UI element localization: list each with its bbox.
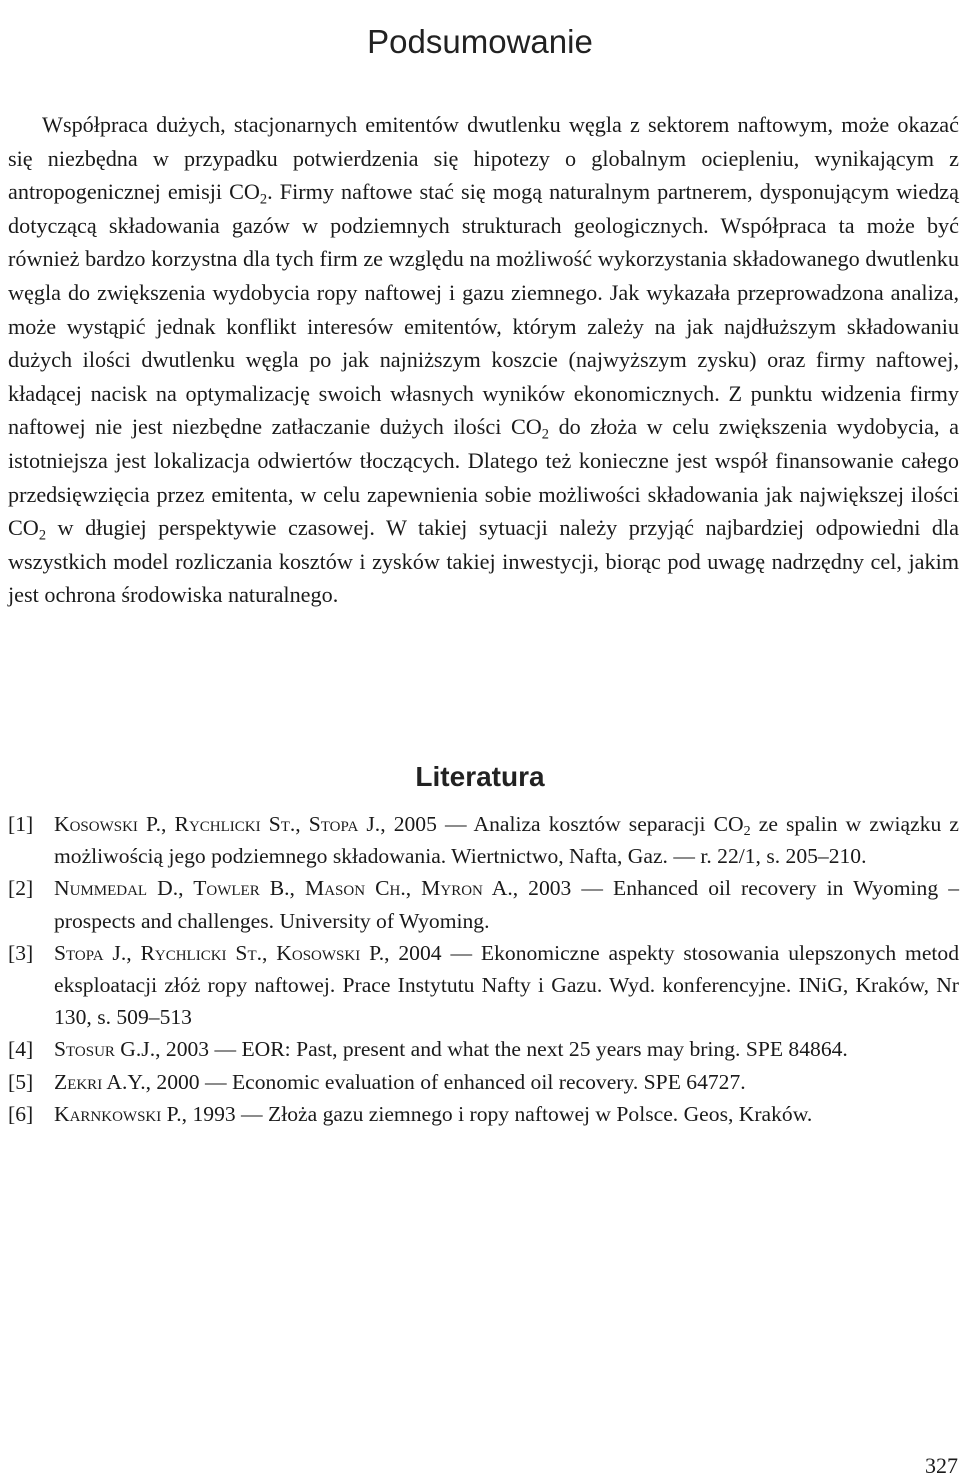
subscript-2: 2 (38, 527, 47, 544)
reference-authors: Karnkowski P. (54, 1101, 182, 1126)
reference-text: , 2003 — Enhanced oil recovery in Wyoming – prospects and challenges. University of Wyoming. (54, 876, 959, 933)
reference-number: [3] (8, 940, 34, 965)
reference-authors: Nummedal D., Towler B., Mason Ch., Myron A. (54, 876, 513, 901)
reference-text: , 2003 — EOR: Past, present and what the next 25 years may bring. SPE 84864. (155, 1037, 848, 1062)
reference-item (8, 1066, 959, 1098)
page-title: Podsumowanie (367, 23, 593, 61)
reference-authors: Stosur G.J. (54, 1037, 156, 1062)
subscript-2: 2 (541, 426, 550, 443)
reference-number: [2] (8, 876, 34, 901)
summary-text-4: w długiej perspektywie czasowej. W takiej sytuacji należy przyjąć najbardziej odpowiedni dla wszystkich model rozliczania kosztów i zysków takiej inwestycji, biorąc pod uwagę nadrzędny cel, jakim jest ochrona środowiska naturalnego. (8, 515, 959, 608)
reference-text: , 2004 — Ekonomiczne aspekty stosowania ulepszonych metod eksploatacji złóż ropy naftowej. Prace Instytutu Nafty i Gazu. Wyd. konferencyjne. INiG, Kraków, Nr 130, s. 509–513 (54, 940, 959, 1030)
reference-text: , 1993 — Złoża gazu ziemnego i ropy naftowej w Polsce. Geos, Kraków. (181, 1101, 813, 1126)
summary-text-2: . Firmy naftowe stać się mogą naturalnym partnerem, dysponującym wiedzą dotyczącą składowania gazów w podziemnych strukturach geologicznych. Współpraca ta może być również bardzo korzystna dla tych firm ze względu na możliwość wykorzystania składowanego dwutlenku węgla do zwiększenia wydobycia ropy naftowej i gazu ziemnego. Jak wykazała przeprowadzona analiza, może wystąpić jednak konflikt interesów emitentów, którym zależy na jak najdłuższym składowaniu dużych ilości dwutlenku węgla po jak najniższym koszcie (najwyższym zysku) oraz firmy naftowej, kładącej nacisk na optymalizację swoich własnych wyników ekonomicznych. Z punktu widzenia firmy naftowej nie jest niezbędne zatłaczanie dużych ilości CO (8, 179, 959, 440)
reference-number: [6] (8, 1101, 34, 1126)
reference-item (8, 937, 959, 1034)
page-number: 327 (925, 1453, 958, 1478)
subscript-2: 2 (259, 191, 268, 208)
reference-authors: Stopa J., Rychlicki St., Kosowski P. (54, 940, 385, 965)
reference-number: [4] (8, 1037, 34, 1062)
reference-authors: Kosowski P., Rychlicki St., Stopa J. (54, 812, 381, 836)
reference-text-cont: ze spalin w związku z możliwością jego podziemnego składowania. Wiertnictwo, Nafta, Gaz. — r. 22/1, s. 205–210. (54, 812, 959, 869)
reference-list (8, 808, 959, 1130)
reference-item (8, 1033, 959, 1065)
summary-text-1: Współpraca dużych, stacjonarnych emitentów dwutlenku węgla z sektorem naftowym, może okazać się niezbędna w przypadku potwierdzenia się hipotezy o globalnym ociepleniu, wynikającym z antropogenicznej emisji CO (8, 112, 959, 205)
subscript-2: 2 (743, 823, 751, 840)
reference-item (8, 1098, 959, 1130)
reference-number: [5] (8, 1069, 34, 1094)
reference-number: [1] (8, 812, 34, 836)
summary-paragraph (8, 108, 959, 612)
reference-text: , 2000 — Economic evaluation of enhanced oil recovery. SPE 64727. (145, 1069, 746, 1094)
reference-item (8, 808, 959, 872)
references-title: Literatura (415, 761, 545, 793)
reference-item (8, 872, 959, 936)
reference-text: , 2005 — Analiza kosztów separacji CO (380, 812, 744, 836)
reference-authors: Zekri A.Y. (54, 1069, 146, 1094)
summary-text-3: do złoża w celu zwiększenia wydobycia, a istotniejsza jest lokalizacja odwiertów tłoczących. Dlatego też konieczne jest współ finansowanie całego przedsięwzięcia przez emitenta, w celu zapewnienia sobie możliwości składowania jak największej ilości CO (8, 414, 959, 541)
